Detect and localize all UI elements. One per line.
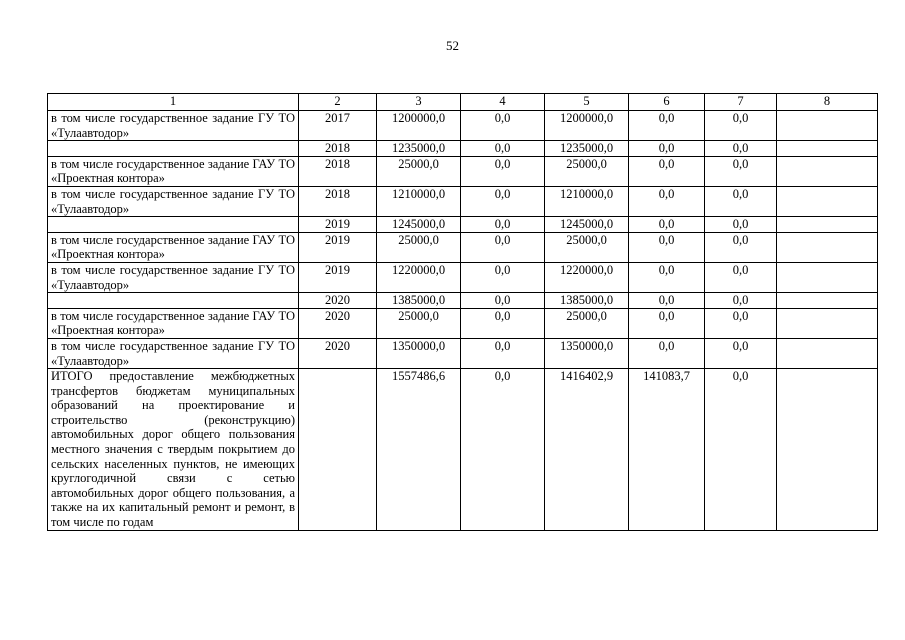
cell-col-3: 25000,0 (377, 308, 461, 338)
cell-col-1: в том числе государственное задание ГАУ ТО «Проектная контора» (48, 232, 299, 262)
cell-col-1: в том числе государственное задание ГУ ТО «Тулаавтодор» (48, 262, 299, 292)
cell-col-3: 1235000,0 (377, 141, 461, 157)
cell-col-4: 0,0 (461, 111, 545, 141)
cell-col-6: 0,0 (629, 217, 705, 233)
cell-col-7: 0,0 (705, 141, 777, 157)
table-row (48, 141, 878, 157)
cell-col-3: 1200000,0 (377, 111, 461, 141)
cell-col-2: 2018 (299, 186, 377, 216)
cell-col-3: 25000,0 (377, 156, 461, 186)
cell-col-8 (777, 156, 878, 186)
header-col-6: 6 (629, 94, 705, 111)
table-row (48, 156, 878, 186)
cell-col-8 (777, 262, 878, 292)
cell-col-2: 2020 (299, 293, 377, 309)
cell-col-2: 2020 (299, 338, 377, 368)
cell-col-3: 1210000,0 (377, 186, 461, 216)
cell-col-2: 2020 (299, 308, 377, 338)
cell-col-2 (299, 369, 377, 531)
cell-col-8 (777, 232, 878, 262)
cell-col-2: 2018 (299, 156, 377, 186)
cell-col-6: 141083,7 (629, 369, 705, 531)
cell-col-2: 2019 (299, 262, 377, 292)
cell-col-7: 0,0 (705, 338, 777, 368)
cell-col-8 (777, 308, 878, 338)
cell-col-4: 0,0 (461, 369, 545, 531)
cell-col-2: 2019 (299, 232, 377, 262)
cell-col-8 (777, 217, 878, 233)
header-col-7: 7 (705, 94, 777, 111)
header-row (48, 94, 878, 111)
budget-table (47, 93, 878, 531)
cell-col-8 (777, 111, 878, 141)
cell-col-6: 0,0 (629, 262, 705, 292)
cell-col-7: 0,0 (705, 308, 777, 338)
table-row (48, 111, 878, 141)
cell-col-4: 0,0 (461, 186, 545, 216)
table-row (48, 232, 878, 262)
cell-col-6: 0,0 (629, 308, 705, 338)
table-row (48, 308, 878, 338)
table-row (48, 186, 878, 216)
cell-col-6: 0,0 (629, 141, 705, 157)
cell-col-7: 0,0 (705, 186, 777, 216)
cell-col-6: 0,0 (629, 338, 705, 368)
cell-col-5: 1220000,0 (545, 262, 629, 292)
cell-col-3: 25000,0 (377, 232, 461, 262)
header-col-3: 3 (377, 94, 461, 111)
cell-col-5: 1350000,0 (545, 338, 629, 368)
cell-col-3: 1385000,0 (377, 293, 461, 309)
cell-col-2: 2019 (299, 217, 377, 233)
cell-col-1 (48, 217, 299, 233)
cell-col-5: 1200000,0 (545, 111, 629, 141)
cell-col-4: 0,0 (461, 141, 545, 157)
cell-col-7: 0,0 (705, 156, 777, 186)
cell-col-1: в том числе государственное задание ГАУ ТО «Проектная контора» (48, 156, 299, 186)
table-row (48, 338, 878, 368)
cell-col-8 (777, 293, 878, 309)
cell-col-1: в том числе государственное задание ГУ ТО «Тулаавтодор» (48, 186, 299, 216)
cell-col-7: 0,0 (705, 232, 777, 262)
cell-col-7: 0,0 (705, 262, 777, 292)
table-row (48, 293, 878, 309)
cell-col-6: 0,0 (629, 111, 705, 141)
cell-col-1: в том числе государственное задание ГУ ТО «Тулаавтодор» (48, 338, 299, 368)
header-col-5: 5 (545, 94, 629, 111)
cell-col-8 (777, 369, 878, 531)
cell-col-8 (777, 186, 878, 216)
cell-col-7: 0,0 (705, 293, 777, 309)
cell-col-2: 2017 (299, 111, 377, 141)
table-row (48, 262, 878, 292)
cell-col-5: 1416402,9 (545, 369, 629, 531)
cell-col-8 (777, 338, 878, 368)
cell-col-7: 0,0 (705, 217, 777, 233)
cell-col-5: 1385000,0 (545, 293, 629, 309)
cell-col-5: 25000,0 (545, 156, 629, 186)
cell-col-3: 1350000,0 (377, 338, 461, 368)
cell-col-4: 0,0 (461, 217, 545, 233)
cell-col-3: 1557486,6 (377, 369, 461, 531)
cell-col-1: в том числе государственное задание ГУ ТО «Тулаавтодор» (48, 111, 299, 141)
cell-col-7: 0,0 (705, 369, 777, 531)
cell-col-4: 0,0 (461, 156, 545, 186)
cell-col-6: 0,0 (629, 186, 705, 216)
cell-col-4: 0,0 (461, 308, 545, 338)
cell-col-1 (48, 141, 299, 157)
cell-col-1: ИТОГО предоставление межбюджетных трансфертов бюджетам муниципальных образований на проектирование и строительство (реконструкцию) автомобильных дорог общего пользования местного значения с твердым покрытием до сельских населенных пунктов, не имеющих круглогодичной связи с сетью автомобильных дорог общего пользования, а также на их капитальный ремонт и ремонт, в том числе по годам (48, 369, 299, 531)
cell-col-7: 0,0 (705, 111, 777, 141)
cell-col-2: 2018 (299, 141, 377, 157)
cell-col-1 (48, 293, 299, 309)
header-col-2: 2 (299, 94, 377, 111)
cell-col-4: 0,0 (461, 293, 545, 309)
header-col-1: 1 (48, 94, 299, 111)
cell-col-8 (777, 141, 878, 157)
cell-col-6: 0,0 (629, 156, 705, 186)
cell-col-3: 1245000,0 (377, 217, 461, 233)
cell-col-4: 0,0 (461, 262, 545, 292)
table-row (48, 217, 878, 233)
cell-col-4: 0,0 (461, 338, 545, 368)
page-number: 52 (446, 38, 459, 53)
cell-col-5: 25000,0 (545, 308, 629, 338)
table-row (48, 369, 878, 531)
header-col-4: 4 (461, 94, 545, 111)
cell-col-5: 1235000,0 (545, 141, 629, 157)
cell-col-5: 1210000,0 (545, 186, 629, 216)
cell-col-1: в том числе государственное задание ГАУ ТО «Проектная контора» (48, 308, 299, 338)
header-col-8: 8 (777, 94, 878, 111)
cell-col-5: 25000,0 (545, 232, 629, 262)
cell-col-5: 1245000,0 (545, 217, 629, 233)
cell-col-3: 1220000,0 (377, 262, 461, 292)
cell-col-6: 0,0 (629, 293, 705, 309)
cell-col-4: 0,0 (461, 232, 545, 262)
cell-col-6: 0,0 (629, 232, 705, 262)
